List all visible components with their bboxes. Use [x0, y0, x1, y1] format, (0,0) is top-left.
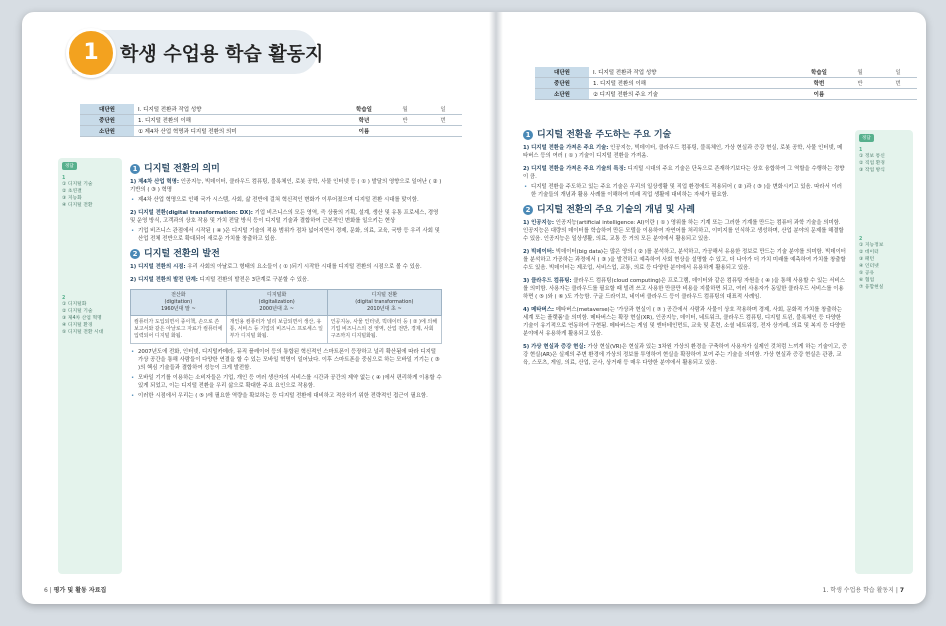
development-stages-table	[130, 289, 442, 344]
answer-item: ② 직업 환경	[859, 161, 885, 166]
item-bullet: • 제4차 산업 혁명으로 인해 국가 시스템, 사회, 삶 전반에 걸쳐 혁신적인 변화가 이루어졌으며 디지털 전환 시대를 맞이함.	[130, 196, 442, 204]
left-content	[130, 158, 442, 402]
info-field[interactable]	[424, 126, 462, 137]
info-label2: 이름	[342, 126, 386, 137]
info-row	[535, 89, 917, 100]
section-number: 2	[523, 205, 533, 215]
answer-item: ③ 제4차 산업 혁명	[62, 316, 102, 321]
answer-item: ④ 인터넷	[859, 264, 879, 269]
info-label: 중단원	[535, 78, 589, 89]
item-bullet: • 기업 비즈니스 관점에서 시작된 ( ④ )은 디지털 기술의 적용 범위가 점차 넓어지면서 경제, 문화, 의료, 교육, 국방 등 우리 사회 및 산업 전체 전반으로 확대되어 새로운 가치를 창출하고 있음.	[130, 227, 442, 243]
section-title: 디지털 전환을 주도하는 주요 기술	[537, 130, 672, 140]
answer-tag: 정답	[62, 162, 77, 170]
answer-item: ③ 지능화	[62, 196, 82, 201]
item-head: 2) 디지털 전환의 발전 단계:	[130, 277, 198, 283]
section-heading	[523, 205, 847, 215]
answer-item: ② 데이터	[859, 250, 879, 255]
info-field[interactable]	[841, 89, 879, 100]
answer-item: ① 정보 통신	[859, 154, 885, 159]
right-footer: 1. 학생 수업용 학습 활동지 | 7	[822, 587, 904, 594]
section-heading	[130, 249, 442, 259]
info-row	[80, 104, 462, 115]
item-text: 가상 현실(VR)은 현실과 있는 3차원 가상의 환경을 구축하여 사용자가 실제인 것처럼 느끼게 하는 기술이고, 증강 현실(AR)은 실제의 주변 환경에 가상의 정보를 투영하여 현실을 확장하여 보여 주는 기술을 의미함. 가상 현실과 증강 현실은 관광, 교육, 스포츠, 게임, 의료, 산업, 군사, 상거래 등 매우 다양한 분야에서 활용되고 있음.	[523, 344, 847, 366]
worksheet-title: 학생 수업용 학습 활동지	[120, 43, 324, 65]
content-item	[130, 178, 442, 204]
answer-item: ① 지능정보	[859, 243, 884, 248]
page-number: 6	[44, 587, 48, 594]
item-head: 4) 메타버스:	[523, 307, 555, 313]
answer-item: ① 디지털 기술	[62, 182, 93, 187]
info-field[interactable]: 월	[841, 67, 879, 78]
answer-item: ④ 디지털 전환	[62, 203, 93, 208]
item-text: 빅데이터(big data)는 많은 양의 ( ② )를 분석하고, 분석하고, 가공해서 유용한 정보로 만드는 기술 분야를 의미함. 빅데이터를 분석하고 가공하는 과정에서 ( ③ )을 발견하고 예측하여 사회 현상을 설명할 수 있고, 더 나아가 더 가치 미래를 예측하여 가치를 창출할 수도 있음. 빅데이터는 제조업, 서비스업, 교통, 의료 등 다양한 분야에서 유용하게 활용되고 있음.	[523, 249, 846, 271]
answer-item: ⑥ 협업	[859, 278, 875, 283]
item-text: 메타버스(metaverse)는 '가상과 현실이 ( ⑦ ) 공간에서 사람과 사물이 상호 작용하며 경제, 사회, 문화적 가치를 창출하는 세계 또는 플랫폼'을 의미함. 메타버스는 확장 현실(XR), 인공지능, 데이터, 네트워크, 클라우드 컴퓨팅, 디지털 트윈, 블록체인 등 다양한 기술이 유기적으로 연동하여 구현됨. 메타버스는 게임 및 엔터테인먼트, 교육 및 훈련, 소셜 네트워킹, 전자 상거래, 의료 및 복지 등 다양한 분야에서 유용하게 활용되고 있음.	[523, 307, 846, 337]
item-head: 2) 디지털 전환을 가져온 주요 기술의 특징:	[523, 166, 626, 172]
info-field[interactable]: 반	[386, 115, 424, 126]
answer-item: ② 초연결	[62, 189, 82, 194]
page-fold	[489, 12, 503, 604]
info-row	[535, 67, 917, 78]
content-item	[130, 276, 442, 284]
answer-sidebar	[58, 158, 122, 574]
info-value: ① 제4차 산업 혁명과 디지털 전환의 의미	[134, 126, 342, 137]
content-item	[523, 343, 847, 367]
answer-group-number: 2	[62, 296, 66, 301]
info-label2: 학습일	[797, 67, 841, 78]
info-field[interactable]	[879, 89, 917, 100]
footer-text: 1. 학생 수업용 학습 활동지	[822, 587, 894, 594]
item-head: 1) 디지털 전환의 시점:	[130, 264, 186, 270]
item-head: 2) 디지털 전환(digital transformation: DX):	[130, 210, 253, 216]
answer-item: ⑤ 공유	[859, 271, 875, 276]
stage-cell: 컴퓨터가 도입되면서 종이책, 손으로 쓴 보고서와 같은 아날로그 자료가 컴퓨터에 입력되어 디지털 화됨.	[131, 316, 227, 344]
item-text: 기업 비즈니스의 모든 영역, 즉 상품의 기획, 설계, 생산 및 유통 프로세스, 경영 및 운영 방식, 고객과의 상호 작용 및 가치 전달 방식 등이 디지털 기술과 결합하여 근본적인 변화를 일으키는 현상	[130, 210, 439, 224]
content-item	[523, 219, 847, 243]
answer-sidebar	[855, 130, 913, 574]
info-field[interactable]: 번	[879, 78, 917, 89]
info-row	[80, 126, 462, 137]
content-item	[523, 277, 847, 301]
stage-header: 전산화 (digitation) 1960년대 말 ~	[131, 290, 227, 316]
worksheet-title-bar	[72, 30, 324, 74]
right-info-table	[535, 67, 917, 100]
item-bullet: • 모바일 기기를 이용하는 소비자들은 기업, 개인 등 여러 생산자의 서비스를 시간과 공간의 제약 없는 ( ④ )에서 편리하게 이용할 수 있게 되었고, 이는 디지털 전환을 우리 삶으로 확대한 주요 요인으로 작용함.	[130, 374, 442, 390]
info-value: 1. 디지털 전환의 이해	[589, 78, 797, 89]
section-number: 2	[130, 249, 140, 259]
title-number: 1	[66, 28, 116, 78]
item-text: 인공지능, 빅데이터, 클라우드 컴퓨팅, 블록체인, 가상 현실과 증강 현실, 로봇 공학, 사물 인터넷, 메타버스 등의 여러 ( ① ) 기술이 디지털 전환을 가져옴.	[523, 145, 843, 159]
right-page	[503, 12, 926, 604]
content-item	[523, 248, 847, 272]
info-field[interactable]	[386, 126, 424, 137]
footer-text: 평가 및 활동 자료집	[53, 587, 107, 594]
section-number: 1	[130, 164, 140, 174]
textbook-spread	[22, 12, 926, 604]
info-field[interactable]: 반	[841, 78, 879, 89]
item-head: 2) 빅데이터:	[523, 249, 555, 255]
info-row	[80, 115, 462, 126]
content-item	[523, 144, 847, 160]
stage-cell: 인공지능, 사물 인터넷, 빅데이터 등 ( ② )에 의해 기업 비즈니스의 전 영역, 산업 전반, 경제, 사회 구조까지 디지털화됨.	[327, 316, 441, 344]
item-head: 1) 디지털 전환을 가져온 주요 기술:	[523, 145, 609, 151]
section-heading	[523, 130, 847, 140]
section-title: 디지털 전환의 주요 기술의 개념 및 사례	[537, 205, 695, 215]
section-title: 디지털 전환의 의미	[144, 164, 220, 174]
answer-group-number: 1	[859, 148, 863, 153]
stage-header: 디지털 전환 (digital transformation) 2010년대 초 ~	[327, 290, 441, 316]
answer-tag: 정답	[859, 134, 874, 142]
info-label2: 학번	[797, 78, 841, 89]
answer-group-number: 2	[859, 237, 863, 242]
stage-cell: 개인용 컴퓨터가 널리 보급되면서 생산, 유통, 서비스 등 기업의 비즈니스 프로세스 일부가 디지털 화됨.	[226, 316, 327, 344]
info-label: 대단원	[535, 67, 589, 78]
item-text: 디지털 시대의 주요 기술은 단독으로 존재하기보다는 상호 융합하여 그 역할을 수행하는 경향이 큼.	[523, 166, 845, 180]
item-bullet: • 2007년도에 전화, 인터넷, 디지털카메라, 뮤직 플레이어 등의 통합된 혁신적인 스마트폰이 등장하고 널리 확산됨에 따라 디지털 가상 공간을 통해 사람들이 다양한 연결을 할 수 있는 모바일 혁명이 일어났다. 이후 스마트폰을 중심으로 하는 모바일 기기는 ( ③ )의 핵심 기술들과 결합하여 성능이 크게 발전함.	[130, 348, 442, 372]
info-value: 1. 디지털 전환의 이해	[134, 115, 342, 126]
info-label: 대단원	[80, 104, 134, 115]
info-value: Ⅰ. 디지털 전환과 작업 성향	[134, 104, 342, 115]
content-item	[130, 263, 442, 271]
info-field[interactable]: 월	[386, 104, 424, 115]
info-field[interactable]: 일	[879, 67, 917, 78]
item-head: 1) 제4차 산업 혁명:	[130, 179, 179, 185]
item-head: 1) 인공지능:	[523, 220, 555, 226]
item-bullet: • 디지털 전환을 주도하고 있는 주요 기술은 우리의 일상생활 및 직업 환경에도 적용되어 ( ② )과 ( ③ )을 변화시키고 있음. 따라서 이러한 기술들의 개념과 활용 사례를 이해하여 미래 직업 생활에 대비하는 자세가 필요함.	[523, 183, 847, 199]
info-label: 중단원	[80, 115, 134, 126]
answer-group-number: 1	[62, 176, 66, 181]
section-number: 1	[523, 130, 533, 140]
info-field[interactable]: 일	[424, 104, 462, 115]
answer-item: ③ 작업 방식	[859, 168, 885, 173]
info-row	[535, 78, 917, 89]
content-item	[523, 306, 847, 338]
info-label2: 학년	[342, 115, 386, 126]
content-item	[130, 209, 442, 243]
item-text: 우리 사회의 아날로그 형태의 요소들이 ( ① )되기 시작한 시대를 디지털 전환의 시점으로 볼 수 있음.	[187, 264, 422, 270]
item-head: 5) 가상 현실과 증강 현실:	[523, 344, 586, 350]
content-item	[523, 165, 847, 199]
answer-item: ⑦ 융합현실	[859, 285, 884, 290]
info-label: 소단원	[80, 126, 134, 137]
item-text: 클라우드 컴퓨팅(cloud computing)은 프로그램, 데이터와 같은 컴퓨팅 자원을 ( ④ )을 통해 사용할 수 있는 서비스를 의미함. 사용자는 클라우드를 필요할 때 빌려 쓰고 사용한 만큼만 비용을 지불하면 되고, 여러 사용자가 동일한 클라우드 서비스를 이용하면 ( ⑤ )와 ( ⑥ )도 가능함. 구글 드라이브, 네이버 클라우드 등이 클라우드 컴퓨팅의 대표적 사례임.	[523, 278, 845, 300]
item-text: 인공지능(artificial intelligence: AI)이란 ( ① ) 영위를 하는 기계 또는 그러한 기계를 만드는 컴퓨터 과학 기술을 의미함. 인공지능은 대량의 데이터를 학습하여 만든 모델을 이용하여 자연어를 처리하고, 이미지를 인식하고 생성하며, 산업 분야의 문제를 해결할 수 있음. 인공지능은 일상생활, 의료, 교통 등 거의 모든 분야에서 활용되고 있음.	[523, 220, 844, 242]
item-text: 디지털 전환의 발전은 3단계로 구분할 수 있음.	[199, 277, 309, 283]
item-text: 인공지능, 빅데이터, 클라우드 컴퓨팅, 블록체인, 로봇 공학, 사물 인터넷 등 ( ① ) 발달의 영향으로 일어난 ( ② ) 기반의 ( ③ ) 혁명	[130, 179, 442, 193]
right-content	[523, 124, 847, 372]
item-bullet: • 이러한 시점에서 우리는 ( ⑤ )에 필요한 역량을 확보하는 등 디지털 전환에 대비하고 적응하기 위한 전략적인 접근이 필요함.	[130, 392, 442, 400]
section-title: 디지털 전환의 발전	[144, 249, 220, 259]
info-label2: 이름	[797, 89, 841, 100]
answer-item: ① 디지털화	[62, 302, 87, 307]
info-field[interactable]: 번	[424, 115, 462, 126]
section-heading	[130, 164, 442, 174]
left-info-table	[80, 104, 462, 137]
left-footer: 6 | 평가 및 활동 자료집	[44, 587, 107, 594]
item-head: 3) 클라우드 컴퓨팅:	[523, 278, 572, 284]
info-label: 소단원	[535, 89, 589, 100]
answer-item: ④ 디지털 환경	[62, 323, 93, 328]
info-value: ② 디지털 전환의 주요 기술	[589, 89, 797, 100]
stage-header: 디지털화 (digitalization) 2000년대 초 ~	[226, 290, 327, 316]
page-number: 7	[899, 587, 904, 594]
info-label2: 학습일	[342, 104, 386, 115]
answer-item: ⑤ 디지털 전환 시대	[62, 330, 104, 335]
answer-item: ② 디지털 기술	[62, 309, 93, 314]
info-value: Ⅰ. 디지털 전환과 작업 성향	[589, 67, 797, 78]
left-page	[22, 12, 489, 604]
answer-item: ③ 패턴	[859, 257, 875, 262]
